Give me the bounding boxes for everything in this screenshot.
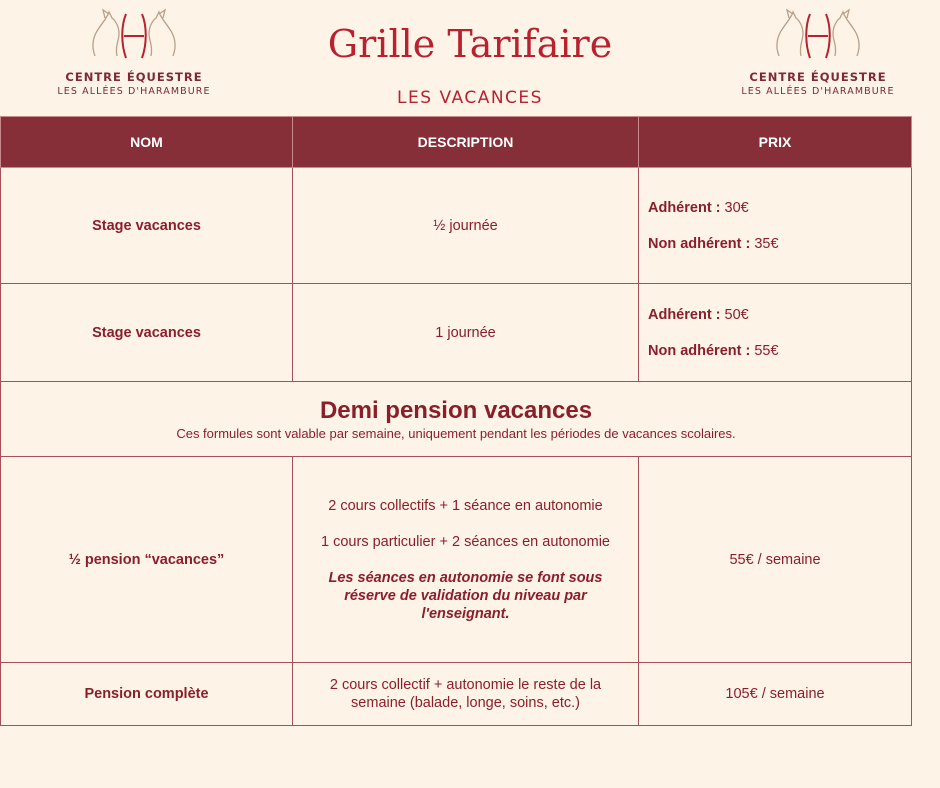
table-row [1,457,912,663]
price-value: 55€ [754,342,779,359]
price-value: 50€ [724,306,749,323]
table-row [1,168,912,284]
price-value: 35€ [754,235,779,252]
page-subtitle: LES VACANCES [397,88,543,108]
logo-subtitle: LES ALLÉES D'HARAMBURE [57,86,211,97]
logo-subtitle: LES ALLÉES D'HARAMBURE [741,86,895,97]
row-description: ½ journée [293,168,639,284]
logo-title: CENTRE ÉQUESTRE [65,70,203,84]
table-row [1,663,912,726]
row-price [639,168,912,284]
row-name: Stage vacances [1,284,293,382]
row-name: Pension complète [1,663,293,726]
section-title: Demi pension vacances [319,396,593,424]
description-note: Les séances en autonomie se font sous réserve de validation du niveau par l'enseignant. [328,569,603,622]
column-header-prix: PRIX [639,117,912,168]
row-price: 55€ / semaine [639,457,912,663]
price-label: Adhérent : [648,306,721,323]
table-header-row [1,117,912,168]
section-cell [1,382,912,457]
logo-title: CENTRE ÉQUESTRE [749,70,887,84]
description-line: 2 cours collectifs + 1 séance en autonomie [328,497,603,514]
price-value: 30€ [724,199,749,216]
column-header-nom: NOM [1,117,293,168]
row-name: ½ pension “vacances” [1,457,293,663]
row-price: 105€ / semaine [639,663,912,726]
row-description: 1 journée [293,284,639,382]
row-description: 2 cours collectif + autonomie le reste de la semaine (balade, longe, soins, etc.) [293,663,639,726]
row-price [639,284,912,382]
description-line: 1 cours particulier + 2 séances en autonomie [321,533,610,550]
section-note: Ces formules sont valable par semaine, uniquement pendant les périodes de vacances scolaires. [176,425,736,441]
price-label: Non adhérent : [648,342,751,359]
page-title: Grille Tarifaire [327,22,613,66]
row-description [293,457,639,663]
price-label: Adhérent : [648,199,721,216]
price-label: Non adhérent : [648,235,751,252]
column-header-description: DESCRIPTION [293,117,639,168]
price-table [0,116,912,726]
section-row [1,382,912,457]
row-name: Stage vacances [1,168,293,284]
table-row [1,284,912,382]
